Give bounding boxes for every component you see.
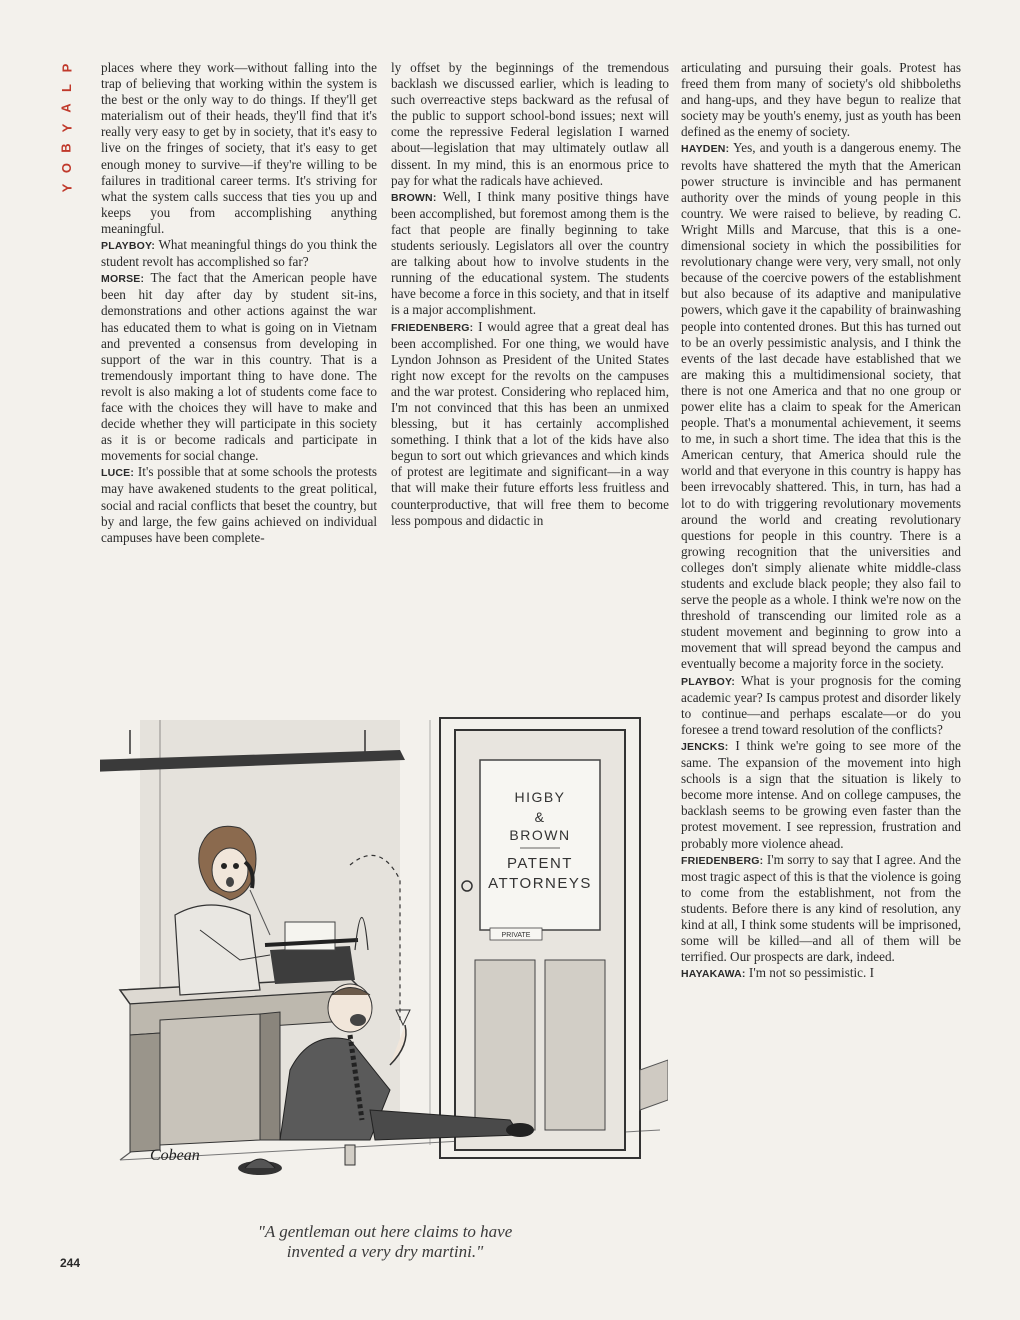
page-number: 244 [60, 1256, 81, 1270]
paragraph-text: places where they work—without falling into the trap of believing that working within the system is the best or the only way to do things. If they'll get materialism out of their heads, they'll find that it's really very easy to get by in society, that it's easy to live on the fringes of society, that it's easy to get enough money to survive—if they're willing to be failures in traditional career terms. It's striving for what the system calls success that ties you up and keeps you from accomplishing anything meaningful. [101, 60, 377, 236]
paragraph [101, 60, 377, 237]
paragraph [681, 965, 961, 982]
paragraph [681, 852, 961, 966]
paragraph [391, 189, 669, 319]
text-column-3 [681, 60, 961, 982]
masthead-letter: L [58, 84, 74, 92]
masthead-letter: O [59, 162, 74, 174]
speaker-name: MORSE: [101, 273, 145, 286]
cartoon-illustration [100, 690, 668, 1190]
masthead-letter: Y [58, 123, 74, 133]
text-column-2 [391, 60, 669, 529]
cartoon-caption [190, 1222, 580, 1262]
caption-line-2: invented a very dry martini." [286, 1242, 484, 1261]
door-sign-line-5: ATTORNEYS [488, 875, 592, 892]
speaker-name: PLAYBOY: [681, 675, 736, 688]
paragraph-text: ly offset by the beginnings of the tremendous backlash we discussed earlier, which is leading to such overreactive steps backward as the refusal of the public to support school-bond issues; next will come the repressive Federal legislation I warned about—legislation that may ultimately outlaw all dissent. In my mind, this is an enormous price to pay for what the radicals have achieved. [391, 60, 669, 188]
masthead-letter: B [58, 143, 74, 153]
paragraph-text: I'm sorry to say that I agree. And the most tragic aspect of this is that the violence is going to come from the establishment, not from the students. Before there is any kind of resolution, any kind at all, I think some students will be imprisoned, some will be killed—and all of them will be terrified. Our prospects are dark, indeed. [681, 851, 961, 965]
masthead-letter: A [58, 103, 74, 113]
paragraph-text: What meaningful things do you think the student revolt has accomplished so far? [101, 237, 377, 270]
paragraph-text: Well, I think many positive things have been accomplished, but foremost among them is the fact that people are finally beginning to take students seriously. Legislators all over the country are talking about how to involve students in the running of the educational system. The students have become a force in this society, and that in itself is a major accomplishment. [391, 188, 670, 318]
artist-signature: Cobean [150, 1147, 200, 1164]
speaker-name: HAYAKAWA: [681, 968, 746, 981]
paragraph [101, 464, 377, 545]
masthead-letter: P [58, 63, 74, 73]
door-sign-line-1: HIGBY [514, 789, 566, 805]
paragraph-text: What is your prognosis for the coming academic year? Is campus protest and disorder likely to continue—and perhaps escalate—or do you foresee a trend toward resolution of the conflicts? [681, 672, 962, 737]
paragraph [391, 319, 669, 529]
speaker-name: LUCE: [101, 467, 135, 480]
paragraph-text: I'm not so pessimistic. I [748, 965, 875, 981]
paragraph [681, 738, 961, 852]
paragraph [391, 60, 669, 189]
paragraph [681, 673, 961, 738]
speaker-name: FRIEDENBERG: [391, 321, 474, 334]
paragraph-text: It's possible that at some schools the protests may have awakened students to the great political, social and racial conflicts that beset the country, but by and large, the few gains achieved on individual campuses have been complete- [101, 464, 378, 545]
door-sign-line-3: BROWN [509, 827, 571, 843]
speaker-name: PLAYBOY: [101, 240, 156, 253]
paragraph-text: articulating and pursuing their goals. Protest has freed them from many of society's old shibboleths and hang-ups, and they have begun to realize that society may be youth's enemy, just as youth has been defined as the enemy of society. [681, 60, 961, 140]
paragraph [681, 60, 961, 140]
paragraph [681, 140, 961, 672]
bottle [345, 1145, 355, 1165]
door-sign-line-2: & [534, 809, 546, 825]
paragraph-text: The fact that the American people have been hit day after day by student sit-ins, demonstrations and other actions against the war has educated them to what is going on in Vietnam and prevented a consensus from developing in support of the war in this country. That is a tremendously important thing to have done. The revolt is also making a lot of students come face to face with the choices they will have to make and decide whether they will participate in this society as it is or become radicals and participate in movements for social change. [101, 270, 377, 464]
door-plate-text: PRIVATE [501, 932, 531, 939]
masthead-letter: Y [58, 183, 74, 193]
paragraph [101, 237, 377, 270]
door-sign-line-4: PATENT [507, 855, 573, 872]
speaker-name: HAYDEN: [681, 143, 730, 156]
text-column-1 [101, 60, 377, 546]
paragraph [101, 270, 377, 464]
speaker-name: BROWN: [391, 191, 437, 204]
masthead [52, 58, 82, 198]
speaker-name: FRIEDENBERG: [681, 854, 764, 867]
paragraph-text: I would agree that a great deal has been accomplished. For one thing, we would have Lyndon Johnson as President of the United States right now except for the revolts on the campuses and the war protest. Considering who replaced him, I'm not convinced that this has been an unmixed blessing, but it has certainly accomplished something. I think that a lot of the kids have also begun to sort out which grievances and which kinds of protest are legitimate and significant—in a way that will make their future efforts less fruitless and counterproductive, that will free them to become less pompous and didactic in [391, 318, 669, 528]
paragraph-text: I think we're going to see more of the same. The expansion of the movement into high schools is a sign that the situation is likely to become more intense. And on college campuses, the backlash seems to be growing even faster than the protest movement. I see repression, frustration and probably more violence ahead. [681, 737, 962, 851]
paragraph-text: Yes, and youth is a dangerous enemy. The revolts have shattered the myth that the American power structure is invincible and has permanent authority over the minds of young people in this country. We were raised to believe, by reading C. Wright Mills and Marcuse, that this is a one-dimensional society in which the possibilities for revolutionary change were very, very small, not only because of the coercive powers of the establishment but also because of its adaptive and manipulative powers, which gave it the capability of brainwashing people into contented drones. But this has turned out to be an overly pessimistic analysis, and I think the events of the last decade have established that we are making this a multidimensional society, that there is not one America and that no one group or power elite has a claim to speak for the American people. That's a monumental achievement, it seems to me, in such a short time. The idea that this is the American century, that America should rule the world and that everyone in this country is happy has been irrevocably shattered. This, in turn, has had a lot to do with triggering revolutionary movements around the world and creating revolutionary questions for people in this country. There is a growing recognition that the universities and colleges don't simply alienate white middle-class students and exclude black people; they also fail to serve the people as a whole. I think we're now on the threshold of transcending our limited role as a student movement and beginning to grow into a movement that will spread beyond the campus and eventually become a majority force in the society. [681, 140, 961, 672]
speaker-name: JENCKS: [681, 740, 729, 753]
office-door [440, 718, 640, 1158]
caption-line-1: "A gentleman out here claims to have [257, 1222, 513, 1241]
